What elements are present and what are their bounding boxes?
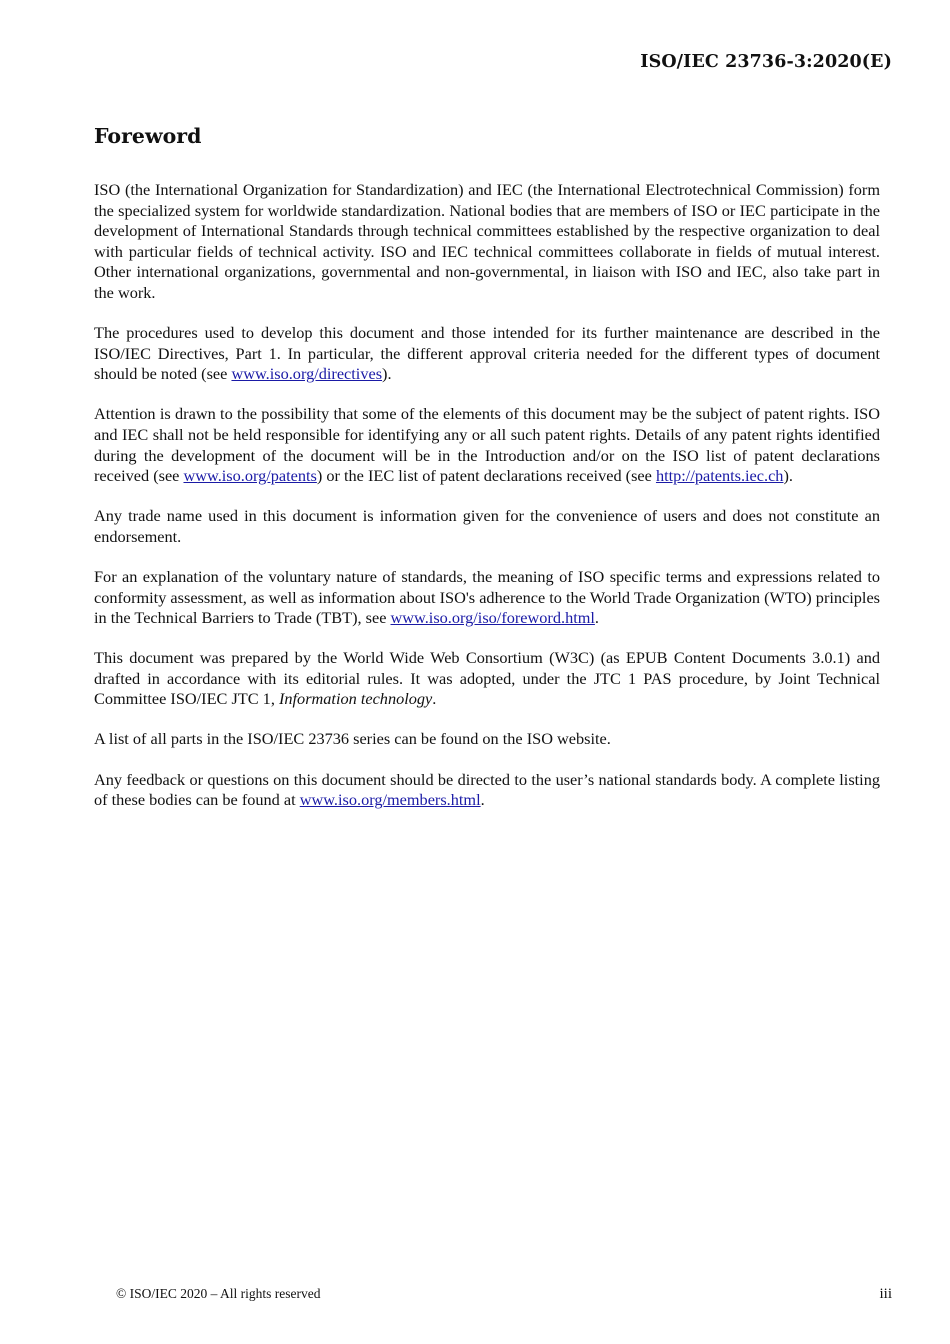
paragraph-trade-name: Any trade name used in this document is information given for the convenience of users and does not constitute an endorsement. [94,506,880,546]
paragraph-prepared-by: This document was prepared by the World Wide Web Consortium (W3C) (as EPUB Content Documents 3.0.1) and drafted in accordance with its editorial rules. It was adopted, under the JTC 1 PAS procedure, by Joint Technical Committee ISO/IEC JTC 1, Information technology. [94,648,880,709]
paragraph-feedback: Any feedback or questions on this document should be directed to the user’s national standards body. A complete listing of these bodies can be found at www.iso.org/members.html. [94,769,880,810]
foreword-body [94,180,880,830]
paragraph-procedures: The procedures used to develop this document and those intended for its further maintenance are described in the ISO/IEC Directives, Part 1. In particular, the different approval criteria needed for the different types of document should be noted (see www.iso.org/directives). [94,323,880,384]
page-number: iii [879,1286,892,1302]
members-link[interactable]: www.iso.org/members.html [299,790,481,810]
paragraph-voluntary-nature: For an explanation of the voluntary nature of standards, the meaning of ISO specific terms and expressions related to conformity assessment, as well as information about ISO's adherence to the World Trade Organization (WTO) principles in the Technical Barriers to Trade (TBT), see www.iso.org/iso/foreword.html. [94,566,880,628]
paragraph-patent-rights: Attention is drawn to the possibility that some of the elements of this document may be the subject of patent rights. ISO and IEC shall not be held responsible for identifying any or all such patent rights. Details of any patent rights identified during the development of the document will be in the Introduction and/or on the ISO list of patent declarations received (see www.iso.org/patents) or the IEC list of patent declarations received (see http://patents.iec.ch). [94,404,880,486]
page-title: Foreword [94,124,202,148]
iso-patents-link[interactable]: www.iso.org/patents [183,466,317,486]
paragraph-series-list: A list of all parts in the ISO/IEC 23736 series can be found on the ISO website. [94,729,611,749]
iec-patents-link[interactable]: http://patents.iec.ch [655,466,784,486]
copyright-notice: © ISO/IEC 2020 – All rights reserved [116,1286,321,1301]
foreword-info-link[interactable]: www.iso.org/iso/foreword.html [390,608,595,628]
paragraph-iso-iec-intro: ISO (the International Organization for Standardization) and IEC (the International Electrotechnical Commission) form the specialized system for worldwide standardization. National bodies that are members of ISO or IEC participate in the development of International Standards through technical committees established by the respective organization to deal with particular fields of technical activity. ISO and IEC technical committees collaborate in fields of mutual interest. Other international organizations, governmental and non-governmental, in liaison with ISO and IEC, also take part in the work. [94,180,880,302]
committee-name: Information technology [278,689,433,709]
directives-link[interactable]: www.iso.org/directives [231,364,383,384]
document-identifier: ISO/IEC 23736-3:2020(E) [640,52,892,72]
